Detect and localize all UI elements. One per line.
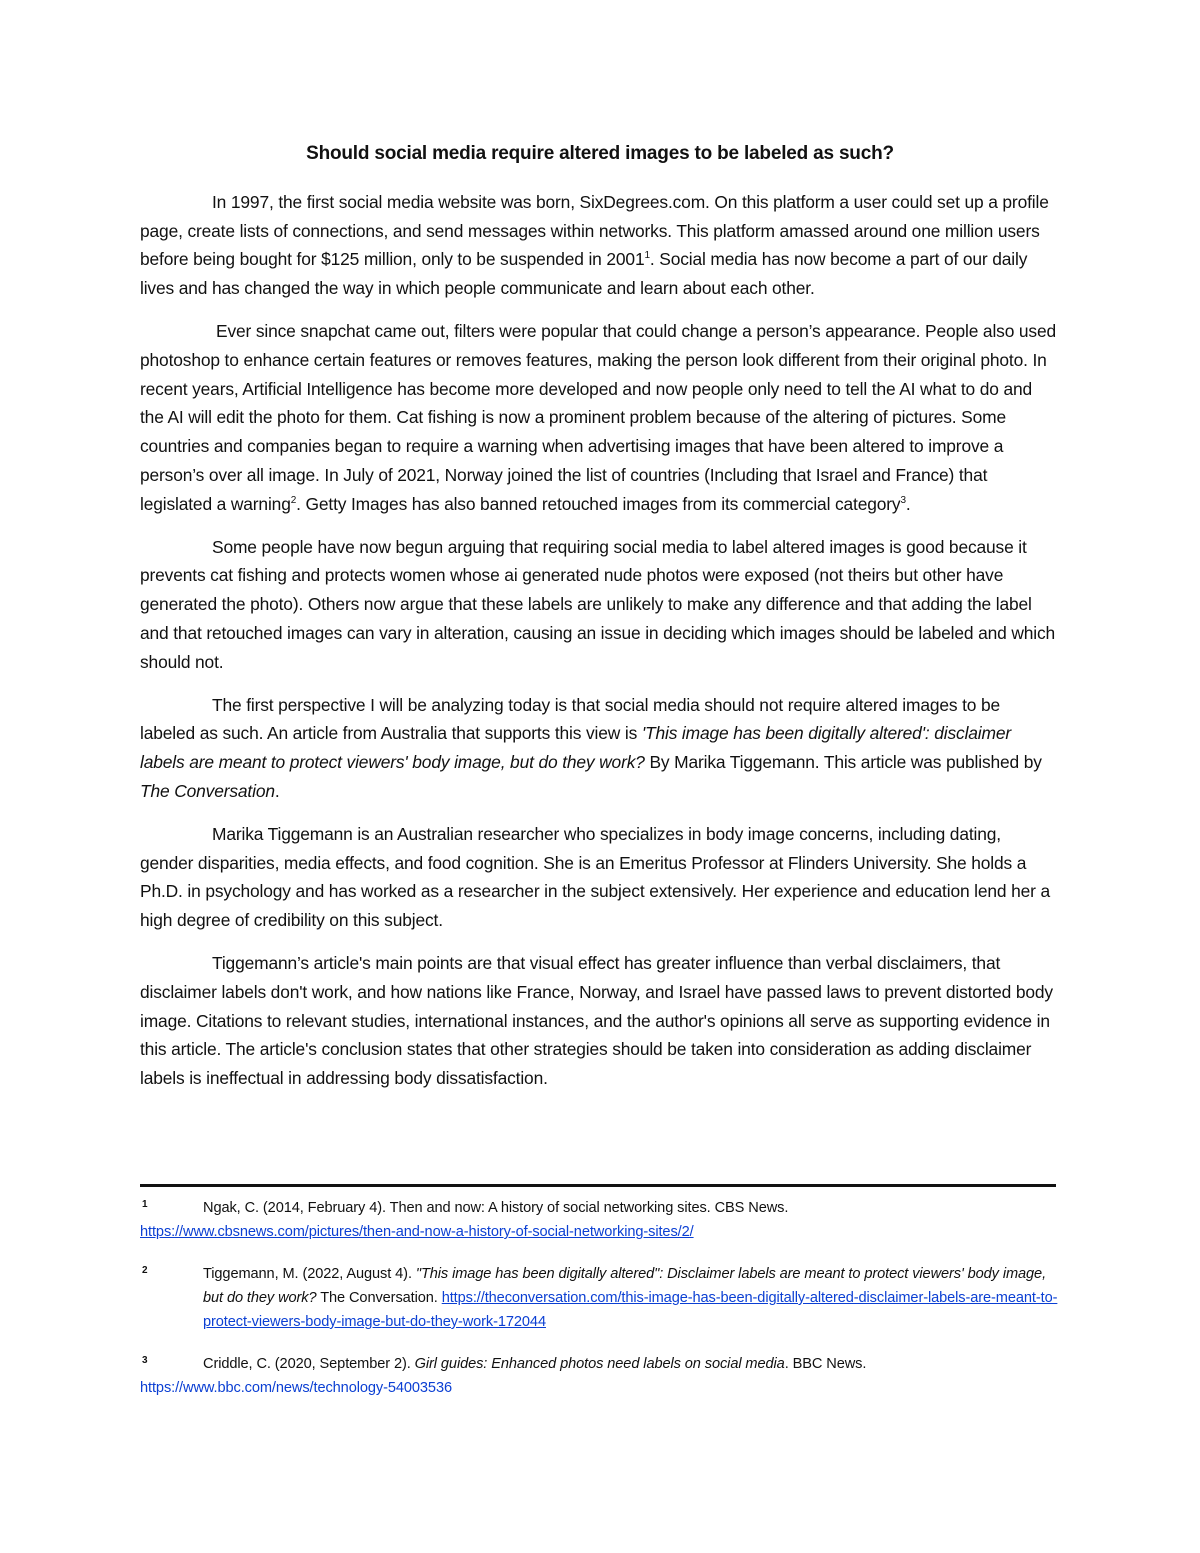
footnote-number: 2 — [142, 1265, 148, 1276]
footnote-number: 3 — [142, 1355, 148, 1366]
footnote-number: 1 — [142, 1199, 148, 1210]
footnote-link[interactable]: https://www.bbc.com/news/technology-54003536 — [140, 1380, 452, 1396]
footnote-link[interactable]: https://theconversation.com/this-image-has-been-digitally-altered-disclaimer-labels-are-meant-to-protect-viewers-body-image-but-do-they-work-172044 — [203, 1290, 1058, 1330]
footnote-ref-3[interactable]: 3 — [900, 494, 906, 506]
footnote-1: 1 Ngak, C. (2014, February 4). Then and now: A history of social networking sites. CBS News. https://www.cbsnews.com/pictures/then-and-now-a-history-of-social-networking-sites/2/ — [140, 1196, 1058, 1244]
article-title: 'This image has been digitally altered': disclaimer labels are meant to protect viewers' body image, but do they work? — [140, 723, 1012, 773]
publication-name: The Conversation — [140, 780, 275, 801]
paragraph-5: Marika Tiggemann is an Australian researcher who specializes in body image concerns, including dating, gender disparities, media effects, and food cognition. She is an Emeritus Professor at Flinders University. She holds a Ph.D. in psychology and has worked as a researcher in the subject extensively. Her experience and education lend her a high degree of credibility on this subject. — [140, 824, 1051, 931]
footnote-2: 2 Tiggemann, M. (2022, August 4). "This image has been digitally altered": Disclaimer labels are meant to protect viewers' body image, but do they work? The Conversation. https://theconversation.com/this-image-has-been-digitally-altered-disclaimer-labels-are-meant-to-protect-viewers-body-image-but-do-they-work-172044 — [140, 1262, 1058, 1334]
paragraph-3: Some people have now begun arguing that requiring social media to label altered images is good because it prevents cat fishing and protects women whose ai generated nude photos were exposed (not theirs but other have generated the photo). Others now argue that these labels are unlikely to make any difference and that adding the label and that retouched images can vary in alteration, causing an issue in deciding which images should be labeled and which should not. — [140, 536, 1056, 672]
footnote-separator — [140, 1184, 1056, 1187]
paragraph-1: In 1997, the first social media website was born, SixDegrees.com. On this platform a user could set up a profile page, create lists of connections, and send messages within networks. This platform amassed around one million users before being bought for $125 million, only to be suspended in 2001$^1$. Social media has now become a part of our daily lives and has changed the way in which people communicate and learn about each other. — [140, 192, 1049, 299]
paragraph-2: Ever since snapchat came out, filters were popular that could change a person’s appearance. People also used photoshop to enhance certain features or removes features, making the person look different from their original photo. In recent years, Artificial Intelligence has become more developed and now people only need to tell the AI what to do and the AI will edit the photo for them. Cat fishing is now a prominent problem because of the altering of pictures. Some countries and companies began to require a warning when advertising images that have been altered to improve a person’s over all image. In July of 2021, Norway joined the list of countries (Including that Israel and France) that legislated a warning$^2$. Getty Images has also banned retouched images from its commercial category$^3$. — [140, 321, 1057, 514]
paragraph-4: The first perspective I will be analyzing today is that social media should not require altered images to be labeled as such. An article from Australia that supports this view is 'This image has been digitally altered': disclaimer labels are meant to protect viewers' body image, but do they work? By Marika Tiggemann. This article was published by The Conversation. — [140, 694, 1042, 801]
footnote-link[interactable]: https://www.cbsnews.com/pictures/then-and-now-a-history-of-social-networking-sites/2/ — [140, 1224, 694, 1240]
footnotes — [140, 1196, 1058, 1418]
paragraph-6: Tiggemann’s article's main points are that visual effect has greater influence than verbal disclaimers, that disclaimer labels don't work, and how nations like France, Norway, and Israel have passed laws to prevent distorted body image. Citations to relevant studies, international instances, and the author's opinions all serve as supporting evidence in this article. The article's conclusion states that other strategies should be taken into consideration as adding disclaimer labels is ineffectual in addressing body dissatisfaction. — [140, 953, 1053, 1089]
footnote-ref-2[interactable]: 2 — [290, 494, 297, 506]
document-title: Should social media require altered images to be labeled as such? — [306, 143, 894, 164]
footnote-ref-1[interactable]: 1 — [644, 250, 650, 262]
document-body — [140, 188, 1058, 1107]
footnote-3: 3 Criddle, C. (2020, September 2). Girl guides: Enhanced photos need labels on social media. BBC News. https://www.bbc.com/news/technology-54003536 — [140, 1352, 1058, 1400]
